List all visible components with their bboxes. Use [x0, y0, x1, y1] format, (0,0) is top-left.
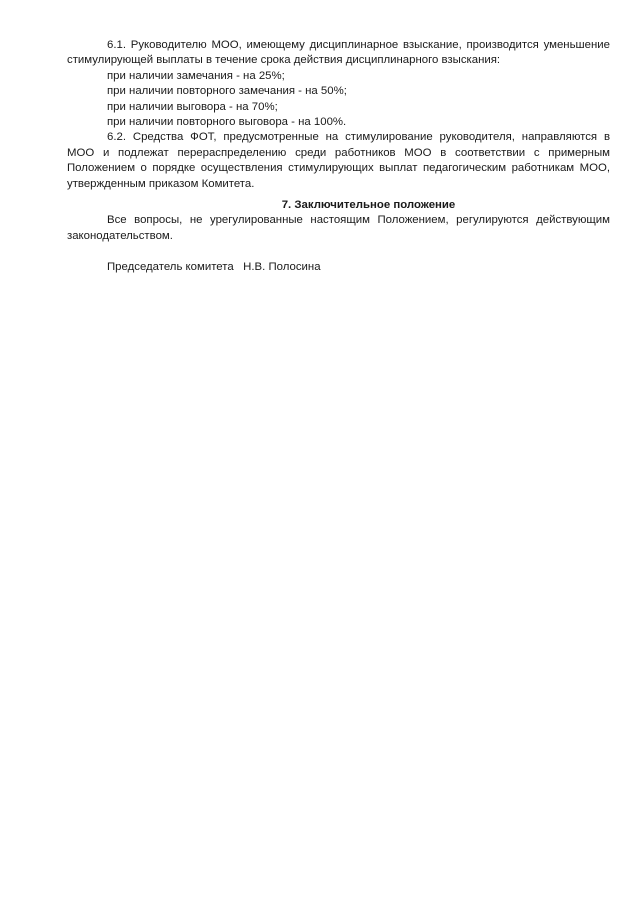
signature-line: Председатель комитета Н.В. Полосина: [107, 261, 321, 274]
section-7-heading: 7. Заключительное положение: [281, 199, 456, 212]
list-item: при наличии повторного выговора - на 100%.: [107, 116, 347, 129]
paragraph-6-2: 6.2. Средства ФОТ, предусмотренные на стимулирование руководителя, направляются в МОО и подлежат перераспределению среди работников МОО в соответствии с примерным Положением о порядке осуществления стимулирующих выплат педагогическим работникам МОО, утвержденным приказом Комитета.: [67, 131, 610, 190]
list-item: при наличии выговора - на 70%;: [107, 100, 278, 113]
paragraph-7: Все вопросы, не урегулированные настоящим Положением, регулируются действующим законодательством.: [67, 214, 610, 242]
list-item: при наличии замечания - на 25%;: [107, 69, 285, 82]
spacer: [67, 244, 610, 260]
document-page: [67, 38, 610, 276]
list-item: при наличии повторного замечания - на 50%;: [107, 85, 347, 98]
paragraph-6-1: 6.1. Руководителю МОО, имеющему дисциплинарное взыскание, производится уменьшение стимулирующей выплаты в течение срока действия дисциплинарного взыскания:: [67, 39, 610, 67]
